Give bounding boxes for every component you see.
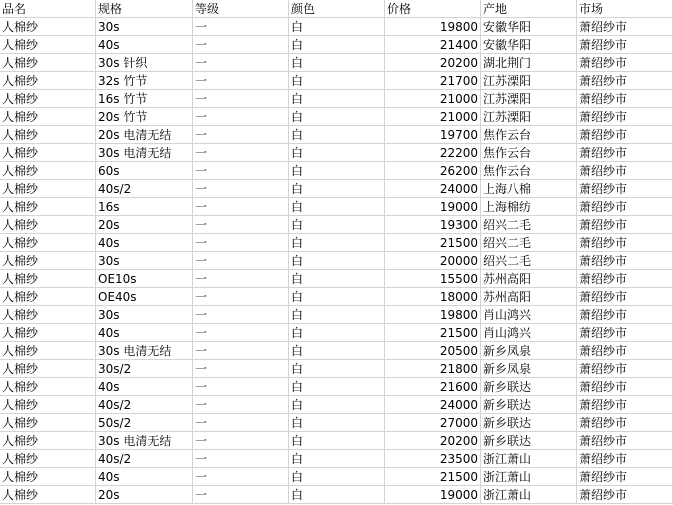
- cell-grade[interactable]: 一: [193, 432, 289, 450]
- cell-grade[interactable]: 一: [193, 342, 289, 360]
- cell-price[interactable]: 18000: [385, 288, 481, 306]
- cell-market[interactable]: 萧绍纱市: [577, 36, 673, 54]
- cell-market[interactable]: 萧绍纱市: [577, 432, 673, 450]
- cell-price[interactable]: 21000: [385, 108, 481, 126]
- cell-origin[interactable]: 新乡联达: [481, 378, 577, 396]
- table-row: [0, 216, 673, 234]
- cell-price[interactable]: 19300: [385, 216, 481, 234]
- cell-grade[interactable]: 一: [193, 216, 289, 234]
- cell-grade[interactable]: 一: [193, 288, 289, 306]
- cell-market[interactable]: 萧绍纱市: [577, 486, 673, 504]
- cell-grade[interactable]: 一: [193, 198, 289, 216]
- cell-market[interactable]: 萧绍纱市: [577, 342, 673, 360]
- cell-market[interactable]: 萧绍纱市: [577, 378, 673, 396]
- cell-color[interactable]: 白: [289, 396, 385, 414]
- cell-spec[interactable]: 16s 竹节: [96, 90, 193, 108]
- header-cell-market[interactable]: 市场: [577, 0, 673, 18]
- header-cell-price[interactable]: 价格: [385, 0, 481, 18]
- cell-market[interactable]: 萧绍纱市: [577, 234, 673, 252]
- table-row: [0, 72, 673, 90]
- cell-name[interactable]: 人棉纱: [0, 180, 96, 198]
- cell-market[interactable]: 萧绍纱市: [577, 216, 673, 234]
- cell-grade[interactable]: 一: [193, 126, 289, 144]
- cell-color[interactable]: 白: [289, 288, 385, 306]
- cell-grade[interactable]: 一: [193, 90, 289, 108]
- cell-color[interactable]: 白: [289, 90, 385, 108]
- header-cell-color[interactable]: 颜色: [289, 0, 385, 18]
- cell-color[interactable]: 白: [289, 432, 385, 450]
- cell-spec[interactable]: 30s 针织: [96, 54, 193, 72]
- cell-grade[interactable]: 一: [193, 360, 289, 378]
- cell-spec[interactable]: 40s: [96, 324, 193, 342]
- cell-spec[interactable]: 30s: [96, 306, 193, 324]
- cell-spec[interactable]: 32s 竹节: [96, 72, 193, 90]
- cell-market[interactable]: 萧绍纱市: [577, 198, 673, 216]
- cell-price[interactable]: 21500: [385, 234, 481, 252]
- table-row: [0, 468, 673, 486]
- cell-color[interactable]: 白: [289, 468, 385, 486]
- cell-grade[interactable]: 一: [193, 36, 289, 54]
- cell-price[interactable]: 20200: [385, 432, 481, 450]
- cell-market[interactable]: 萧绍纱市: [577, 288, 673, 306]
- cell-spec[interactable]: 30s 电清无结: [96, 342, 193, 360]
- cell-origin[interactable]: 苏州高阳: [481, 270, 577, 288]
- cell-market[interactable]: 萧绍纱市: [577, 54, 673, 72]
- cell-market[interactable]: 萧绍纱市: [577, 270, 673, 288]
- cell-color[interactable]: 白: [289, 216, 385, 234]
- cell-name[interactable]: 人棉纱: [0, 270, 96, 288]
- cell-spec[interactable]: 40s: [96, 234, 193, 252]
- cell-spec[interactable]: 20s 电清无结: [96, 126, 193, 144]
- cell-origin[interactable]: 焦作云台: [481, 126, 577, 144]
- cell-name[interactable]: 人棉纱: [0, 72, 96, 90]
- cell-grade[interactable]: 一: [193, 270, 289, 288]
- cell-spec[interactable]: 40s: [96, 36, 193, 54]
- cell-color[interactable]: 白: [289, 360, 385, 378]
- cell-price[interactable]: 21500: [385, 468, 481, 486]
- cell-color[interactable]: 白: [289, 72, 385, 90]
- cell-origin[interactable]: 安徽华阳: [481, 36, 577, 54]
- table-row: [0, 450, 673, 468]
- cell-origin[interactable]: 绍兴二毛: [481, 252, 577, 270]
- table-row: [0, 90, 673, 108]
- cell-origin[interactable]: 新乡联达: [481, 396, 577, 414]
- cell-price[interactable]: 23500: [385, 450, 481, 468]
- table-row: [0, 234, 673, 252]
- cell-name[interactable]: 人棉纱: [0, 234, 96, 252]
- cell-color[interactable]: 白: [289, 270, 385, 288]
- cell-price[interactable]: 21800: [385, 360, 481, 378]
- cell-name[interactable]: 人棉纱: [0, 18, 96, 36]
- cell-name[interactable]: 人棉纱: [0, 126, 96, 144]
- cell-color[interactable]: 白: [289, 144, 385, 162]
- cell-market[interactable]: 萧绍纱市: [577, 108, 673, 126]
- cell-market[interactable]: 萧绍纱市: [577, 180, 673, 198]
- cell-market[interactable]: 萧绍纱市: [577, 90, 673, 108]
- cell-price[interactable]: 21700: [385, 72, 481, 90]
- cell-color[interactable]: 白: [289, 324, 385, 342]
- cell-spec[interactable]: 40s/2: [96, 450, 193, 468]
- table-row: [0, 180, 673, 198]
- cell-color[interactable]: 白: [289, 180, 385, 198]
- table-row: [0, 288, 673, 306]
- cell-origin[interactable]: 浙江萧山: [481, 468, 577, 486]
- table-row: [0, 414, 673, 432]
- cell-price[interactable]: 15500: [385, 270, 481, 288]
- cell-price[interactable]: 27000: [385, 414, 481, 432]
- cell-color[interactable]: 白: [289, 486, 385, 504]
- cell-color[interactable]: 白: [289, 450, 385, 468]
- table-row: [0, 432, 673, 450]
- cell-color[interactable]: 白: [289, 198, 385, 216]
- cell-market[interactable]: 萧绍纱市: [577, 126, 673, 144]
- table-row: [0, 36, 673, 54]
- cell-name[interactable]: 人棉纱: [0, 378, 96, 396]
- cell-price[interactable]: 24000: [385, 396, 481, 414]
- table-row: [0, 162, 673, 180]
- cell-name[interactable]: 人棉纱: [0, 198, 96, 216]
- cell-origin[interactable]: 新乡凤泉: [481, 342, 577, 360]
- cell-origin[interactable]: 焦作云台: [481, 144, 577, 162]
- cell-grade[interactable]: 一: [193, 324, 289, 342]
- table-row: [0, 324, 673, 342]
- cell-spec[interactable]: 16s: [96, 198, 193, 216]
- cell-grade[interactable]: 一: [193, 108, 289, 126]
- table-row: [0, 108, 673, 126]
- cell-price[interactable]: 21400: [385, 36, 481, 54]
- cell-price[interactable]: 24000: [385, 180, 481, 198]
- cell-color[interactable]: 白: [289, 162, 385, 180]
- header-cell-spec[interactable]: 规格: [96, 0, 193, 18]
- cell-origin[interactable]: 新乡联达: [481, 414, 577, 432]
- table-row: [0, 18, 673, 36]
- cell-grade[interactable]: 一: [193, 306, 289, 324]
- cell-origin[interactable]: 浙江萧山: [481, 486, 577, 504]
- cell-name[interactable]: 人棉纱: [0, 468, 96, 486]
- cell-price[interactable]: 19000: [385, 486, 481, 504]
- cell-grade[interactable]: 一: [193, 378, 289, 396]
- cell-spec[interactable]: 40s: [96, 468, 193, 486]
- table-row: [0, 342, 673, 360]
- cell-name[interactable]: 人棉纱: [0, 306, 96, 324]
- cell-origin[interactable]: 新乡联达: [481, 432, 577, 450]
- table-row: [0, 144, 673, 162]
- cell-market[interactable]: 萧绍纱市: [577, 18, 673, 36]
- table-row: [0, 360, 673, 378]
- table-row: [0, 54, 673, 72]
- cell-name[interactable]: 人棉纱: [0, 360, 96, 378]
- cell-spec[interactable]: 30s 电清无结: [96, 432, 193, 450]
- table-row: [0, 306, 673, 324]
- cell-name[interactable]: 人棉纱: [0, 108, 96, 126]
- cell-spec[interactable]: 20s: [96, 486, 193, 504]
- cell-market[interactable]: 萧绍纱市: [577, 468, 673, 486]
- cell-market[interactable]: 萧绍纱市: [577, 414, 673, 432]
- cell-price[interactable]: 19000: [385, 198, 481, 216]
- cell-market[interactable]: 萧绍纱市: [577, 396, 673, 414]
- cell-grade[interactable]: 一: [193, 468, 289, 486]
- cell-price[interactable]: 26200: [385, 162, 481, 180]
- cell-origin[interactable]: 新乡凤泉: [481, 360, 577, 378]
- cell-market[interactable]: 萧绍纱市: [577, 144, 673, 162]
- cell-origin[interactable]: 绍兴二毛: [481, 216, 577, 234]
- cell-market[interactable]: 萧绍纱市: [577, 360, 673, 378]
- cell-grade[interactable]: 一: [193, 162, 289, 180]
- cell-origin[interactable]: 焦作云台: [481, 162, 577, 180]
- cell-grade[interactable]: 一: [193, 144, 289, 162]
- cell-grade[interactable]: 一: [193, 450, 289, 468]
- cell-grade[interactable]: 一: [193, 180, 289, 198]
- cell-name[interactable]: 人棉纱: [0, 54, 96, 72]
- cell-market[interactable]: 萧绍纱市: [577, 450, 673, 468]
- cell-grade[interactable]: 一: [193, 252, 289, 270]
- cell-origin[interactable]: 湖北荆门: [481, 54, 577, 72]
- cell-spec[interactable]: 60s: [96, 162, 193, 180]
- cell-color[interactable]: 白: [289, 126, 385, 144]
- cell-origin[interactable]: 肖山鸿兴: [481, 324, 577, 342]
- cell-grade[interactable]: 一: [193, 54, 289, 72]
- cell-color[interactable]: 白: [289, 252, 385, 270]
- cell-color[interactable]: 白: [289, 414, 385, 432]
- cell-grade[interactable]: 一: [193, 18, 289, 36]
- cell-name[interactable]: 人棉纱: [0, 36, 96, 54]
- cell-origin[interactable]: 安徽华阳: [481, 18, 577, 36]
- cell-color[interactable]: 白: [289, 36, 385, 54]
- cell-spec[interactable]: 20s: [96, 216, 193, 234]
- cell-spec[interactable]: 30s 电清无结: [96, 144, 193, 162]
- cell-price[interactable]: 20200: [385, 54, 481, 72]
- cell-price[interactable]: 21600: [385, 378, 481, 396]
- cell-name[interactable]: 人棉纱: [0, 414, 96, 432]
- table-row: [0, 126, 673, 144]
- cell-name[interactable]: 人棉纱: [0, 324, 96, 342]
- table-row: [0, 396, 673, 414]
- cell-origin[interactable]: 上海八棉: [481, 180, 577, 198]
- cell-name[interactable]: 人棉纱: [0, 162, 96, 180]
- cell-origin[interactable]: 江苏溧阳: [481, 90, 577, 108]
- cell-origin[interactable]: 肖山鸿兴: [481, 306, 577, 324]
- cell-market[interactable]: 萧绍纱市: [577, 324, 673, 342]
- cell-spec[interactable]: OE40s: [96, 288, 193, 306]
- header-cell-origin[interactable]: 产地: [481, 0, 577, 18]
- cell-spec[interactable]: 20s 竹节: [96, 108, 193, 126]
- cell-origin[interactable]: 上海棉纺: [481, 198, 577, 216]
- cell-price[interactable]: 22200: [385, 144, 481, 162]
- table-row: [0, 270, 673, 288]
- cell-color[interactable]: 白: [289, 306, 385, 324]
- table-row: [0, 198, 673, 216]
- cell-spec[interactable]: 40s: [96, 378, 193, 396]
- cell-name[interactable]: 人棉纱: [0, 396, 96, 414]
- cell-price[interactable]: 19800: [385, 306, 481, 324]
- cell-grade[interactable]: 一: [193, 72, 289, 90]
- cell-spec[interactable]: 30s: [96, 18, 193, 36]
- cell-price[interactable]: 19800: [385, 18, 481, 36]
- header-row: [0, 0, 673, 18]
- table-row: [0, 486, 673, 504]
- cell-spec[interactable]: 40s/2: [96, 396, 193, 414]
- cell-color[interactable]: 白: [289, 54, 385, 72]
- cell-spec[interactable]: 50s/2: [96, 414, 193, 432]
- cell-price[interactable]: 21000: [385, 90, 481, 108]
- cell-name[interactable]: 人棉纱: [0, 486, 96, 504]
- cell-price[interactable]: 20000: [385, 252, 481, 270]
- cell-spec[interactable]: 30s: [96, 252, 193, 270]
- cell-grade[interactable]: 一: [193, 234, 289, 252]
- cell-origin[interactable]: 苏州高阳: [481, 288, 577, 306]
- cell-spec[interactable]: 30s/2: [96, 360, 193, 378]
- cell-market[interactable]: 萧绍纱市: [577, 72, 673, 90]
- cell-name[interactable]: 人棉纱: [0, 144, 96, 162]
- cell-spec[interactable]: OE10s: [96, 270, 193, 288]
- cell-grade[interactable]: 一: [193, 414, 289, 432]
- cell-name[interactable]: 人棉纱: [0, 432, 96, 450]
- cell-market[interactable]: 萧绍纱市: [577, 162, 673, 180]
- table-row: [0, 378, 673, 396]
- cell-grade[interactable]: 一: [193, 396, 289, 414]
- cell-origin[interactable]: 江苏溧阳: [481, 72, 577, 90]
- cell-name[interactable]: 人棉纱: [0, 90, 96, 108]
- cell-market[interactable]: 萧绍纱市: [577, 306, 673, 324]
- cell-name[interactable]: 人棉纱: [0, 252, 96, 270]
- cell-name[interactable]: 人棉纱: [0, 288, 96, 306]
- header-cell-name[interactable]: 品名: [0, 0, 96, 18]
- cell-name[interactable]: 人棉纱: [0, 216, 96, 234]
- cell-origin[interactable]: 江苏溧阳: [481, 108, 577, 126]
- cell-grade[interactable]: 一: [193, 486, 289, 504]
- header-cell-grade[interactable]: 等级: [193, 0, 289, 18]
- cell-market[interactable]: 萧绍纱市: [577, 252, 673, 270]
- cell-color[interactable]: 白: [289, 342, 385, 360]
- cell-price[interactable]: 19700: [385, 126, 481, 144]
- cell-name[interactable]: 人棉纱: [0, 450, 96, 468]
- table-row: [0, 252, 673, 270]
- cell-origin[interactable]: 浙江萧山: [481, 450, 577, 468]
- cell-color[interactable]: 白: [289, 378, 385, 396]
- cell-price[interactable]: 21500: [385, 324, 481, 342]
- cell-spec[interactable]: 40s/2: [96, 180, 193, 198]
- cell-color[interactable]: 白: [289, 18, 385, 36]
- cell-color[interactable]: 白: [289, 234, 385, 252]
- cell-origin[interactable]: 绍兴二毛: [481, 234, 577, 252]
- cell-color[interactable]: 白: [289, 108, 385, 126]
- cell-name[interactable]: 人棉纱: [0, 342, 96, 360]
- cell-price[interactable]: 20500: [385, 342, 481, 360]
